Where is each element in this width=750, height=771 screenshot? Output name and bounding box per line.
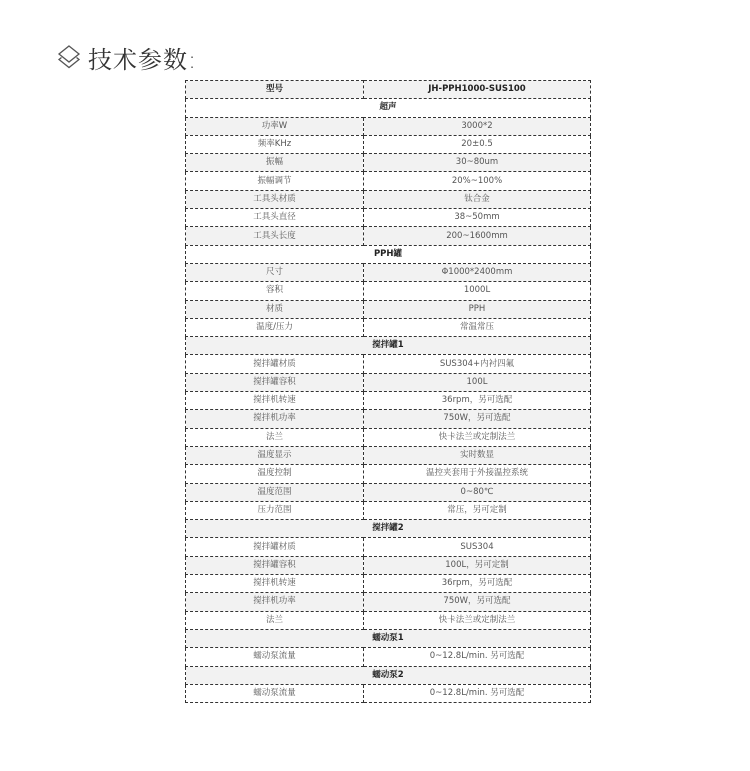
param-label: 材质 [186,300,364,318]
param-value: SUS304+内衬四氟 [364,355,591,373]
param-label: 搅拌罐材质 [186,355,364,373]
param-label: 搅拌机功率 [186,593,364,611]
table-row [186,446,591,464]
param-value: 36rpm，另可选配 [364,575,591,593]
table-section-row [186,666,591,684]
param-value: 实时数显 [364,446,591,464]
table-row [186,556,591,574]
param-label: 容积 [186,282,364,300]
table-row [186,355,591,373]
param-value: 100L [364,373,591,391]
table-row [186,300,591,318]
section-label: 超声 [186,99,591,117]
table-row [186,501,591,519]
table-section-row [186,337,591,355]
table-header-row [186,81,591,99]
param-label: 搅拌机转速 [186,575,364,593]
table-row [186,538,591,556]
param-label: 法兰 [186,611,364,629]
param-value: 20±0.5 [364,135,591,153]
param-label: 功率W [186,117,364,135]
param-label: 压力范围 [186,501,364,519]
param-label: 工具头材质 [186,190,364,208]
table-row [186,135,591,153]
table-row [186,410,591,428]
param-label: 温度显示 [186,446,364,464]
param-label: 振幅调节 [186,172,364,190]
param-value: 快卡法兰或定制法兰 [364,611,591,629]
param-label: 温度范围 [186,483,364,501]
param-value: SUS304 [364,538,591,556]
param-label: 搅拌罐容积 [186,373,364,391]
param-value: Φ1000*2400mm [364,263,591,281]
header-label: 型号 [186,81,364,99]
table-section-row [186,245,591,263]
spec-table [185,80,591,703]
layers-diamond-icon [56,44,82,70]
param-value: 0~80℃ [364,483,591,501]
header-value: JH-PPH1000-SUS100 [364,81,591,99]
section-label: 蠕动泵2 [186,666,591,684]
table-section-row [186,99,591,117]
param-value: 750W，另可选配 [364,593,591,611]
param-value: 常压，另可定制 [364,501,591,519]
param-label: 蠕动泵流量 [186,648,364,666]
param-value: 200~1600mm [364,227,591,245]
table-row [186,373,591,391]
param-value: 0~12.8L/min. 另可选配 [364,684,591,702]
param-label: 振幅 [186,154,364,172]
param-label: 蠕动泵流量 [186,684,364,702]
table-row [186,263,591,281]
table-row [186,172,591,190]
page-title: 技术参数: [88,45,198,74]
param-label: 频率KHz [186,135,364,153]
param-label: 搅拌罐材质 [186,538,364,556]
param-label: 搅拌罐容积 [186,556,364,574]
param-label: 搅拌机转速 [186,392,364,410]
table-row [186,465,591,483]
section-label: PPH罐 [186,245,591,263]
param-label: 工具头长度 [186,227,364,245]
param-label: 搅拌机功率 [186,410,364,428]
param-value: PPH [364,300,591,318]
table-row [186,282,591,300]
section-label: 搅拌罐2 [186,520,591,538]
param-value: 常温常压 [364,318,591,336]
param-value: 3000*2 [364,117,591,135]
param-label: 温度/压力 [186,318,364,336]
table-row [186,483,591,501]
table-row [186,117,591,135]
param-value: 38~50mm [364,209,591,227]
param-value: 快卡法兰或定制法兰 [364,428,591,446]
param-value: 30~80um [364,154,591,172]
param-value: 36rpm，另可选配 [364,392,591,410]
param-value: 750W，另可选配 [364,410,591,428]
table-row [186,154,591,172]
table-section-row [186,520,591,538]
table-row [186,593,591,611]
param-value: 20%~100% [364,172,591,190]
table-row [186,209,591,227]
section-label: 搅拌罐1 [186,337,591,355]
section-title [56,40,197,74]
param-label: 尺寸 [186,263,364,281]
table-row [186,190,591,208]
table-row [186,318,591,336]
table-row [186,227,591,245]
table-row [186,684,591,702]
param-label: 工具头直径 [186,209,364,227]
table-section-row [186,629,591,647]
param-value: 温控夹套用于外接温控系统 [364,465,591,483]
table-row [186,428,591,446]
table-row [186,611,591,629]
section-label: 蠕动泵1 [186,629,591,647]
table-row [186,575,591,593]
table-row [186,648,591,666]
param-value: 0~12.8L/min. 另可选配 [364,648,591,666]
param-value: 钛合金 [364,190,591,208]
param-label: 温度控制 [186,465,364,483]
table-row [186,392,591,410]
param-value: 1000L [364,282,591,300]
param-value: 100L，另可定制 [364,556,591,574]
param-label: 法兰 [186,428,364,446]
